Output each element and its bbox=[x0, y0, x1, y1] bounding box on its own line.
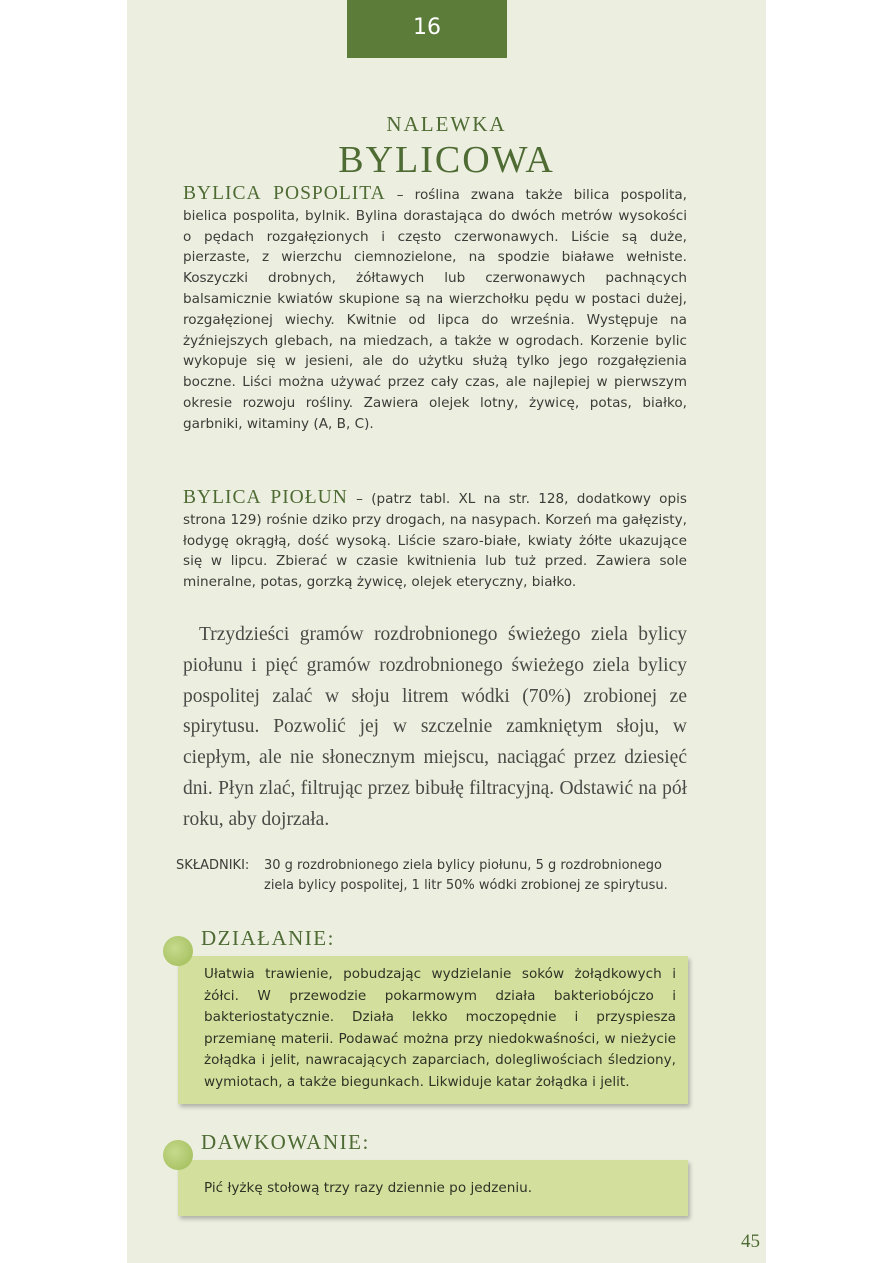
left-margin bbox=[0, 0, 127, 1263]
dosage-title: DAWKOWANIE: bbox=[201, 1130, 370, 1154]
section-bylica-pospolita bbox=[183, 184, 687, 435]
action-text: Ułatwia trawienie, pobudzając wydzielanie soków żołądkowych i żółci. W przewodzie pokarmowym działa bakteriobójczo i bakteriostatycznie. Działa lekko moczopędnie i przyspiesza przemianę materii. Podawać można przy niedokwaśności, w nieżycie żołądka i jelit, nawracających zaparciach, dolegliwościach śledziony, wymiotach, a także biegunkach. Likwiduje katar żołądka i jelit. bbox=[204, 966, 676, 1090]
recipe-number-tab: 16 bbox=[347, 0, 507, 58]
section-text: – (patrz tabl. XL na str. 128, dodatkowy opis strona 129) rośnie dziko przy drogach, na nasypach. Korzeń ma gałęzisty, łodygę okrągłą, dość wysoką. Liście szaro-białe, kwiaty żółte ukazujące się w lipcu. Zbierać w czasie kwitnienia lub tuż przed. Zawiera sole mineralne, potas, gorzką żywicę, olejek eteryczny, białko. bbox=[183, 491, 687, 591]
action-title: DZIAŁANIE: bbox=[201, 926, 335, 950]
dosage-box bbox=[178, 1160, 688, 1216]
section-text: – roślina zwana także bilica pospolita, bielica pospolita, bylnik. Bylina dorastająca do dwóch metrów wysokości o pędach rozgałęzionych i często czerwonawych. Liście są duże, pierzaste, z wierzchu ciemnozielone, na spodzie białawe wełniste. Koszyczki drobnych, żółtawych lub czerwonawych pachnących balsamicznie kwiatów skupione są na wierzchołku pędu w postaci dużej, rozgałęzionej wiechy. Kwitnie od lipca do września. Występuje na żyźniejszych glebach, na miedzach, a także w ogrodach. Korzenie bylic wykopuje się w jesieni, ale do użytku służą tylko jego rozgałęzienia boczne. Liści można używać przez cały czas, ale najlepiej w pierwszym okresie rozwoju rośliny. Zawiera olejek lotny, żywicę, potas, białko, garbniki, witaminy (A, B, C). bbox=[183, 187, 687, 432]
section-heading: BYLICA POSPOLITA bbox=[183, 183, 386, 204]
ingredients-label: SKŁADNIKI: bbox=[176, 858, 250, 873]
recipe-kicker: NALEWKA bbox=[386, 112, 507, 136]
page-number: 45 bbox=[741, 1231, 760, 1252]
right-margin bbox=[766, 0, 893, 1263]
bullet-circle-icon bbox=[163, 936, 193, 966]
action-box bbox=[178, 956, 688, 1104]
dosage-text: Pić łyżkę stołową trzy razy dziennie po jedzeniu. bbox=[204, 1180, 533, 1196]
recipe-title: BYLICOWA bbox=[338, 139, 555, 181]
ingredients-text: 30 g rozdrobnionego ziela bylicy piołunu, 5 g rozdrobnionego ziela bylicy pospolitej, 1 litr 50% wódki zrobionej ze spirytusu. bbox=[264, 858, 668, 893]
section-heading: BYLICA PIOŁUN bbox=[183, 487, 348, 508]
bullet-circle-icon bbox=[163, 1140, 193, 1170]
recipe-instructions: Trzydzieści gramów rozdrobnionego świeżego ziela bylicy piołunu i pięć gramów rozdrobnionego świeżego ziela bylicy pospolitej zalać w słoju litrem wódki (70%) zrobionej ze spirytusu. Pozwolić jej w szczelnie zamkniętym słoju, w ciepłym, ale nie słonecznym miejscu, naciągać przez dziesięć dni. Płyn zlać, filtrując przez bibułę filtracyjną. Odstawić na pół roku, aby dojrzała. bbox=[183, 624, 687, 830]
section-bylica-piolun bbox=[183, 488, 687, 593]
